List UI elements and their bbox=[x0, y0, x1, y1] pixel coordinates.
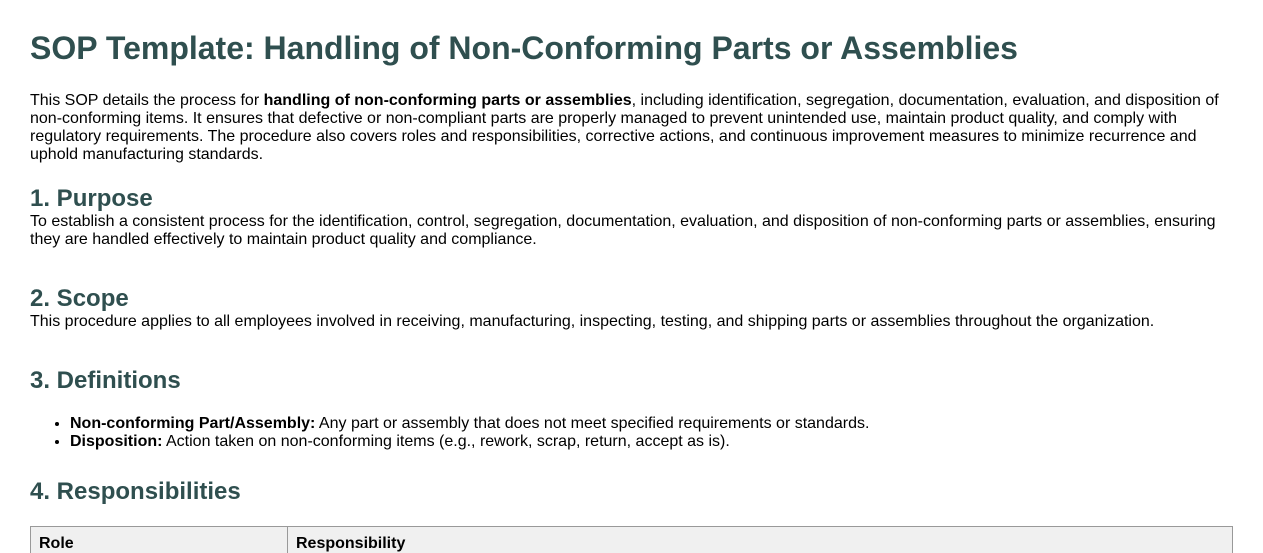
table-header-row bbox=[31, 527, 1233, 553]
responsibilities-heading: 4. Responsibilities bbox=[30, 478, 241, 505]
table-header-role: Role bbox=[31, 527, 288, 553]
intro-prefix: This SOP details the process for bbox=[30, 92, 264, 109]
definition-item bbox=[70, 433, 1233, 451]
definition-text: Action taken on non-conforming items (e.g., rework, scrap, return, accept as is). bbox=[162, 433, 730, 450]
definitions-list bbox=[30, 415, 1233, 451]
definition-term: Non-conforming Part/Assembly: bbox=[70, 415, 316, 432]
table-header-responsibility: Responsibility bbox=[288, 527, 1233, 553]
definitions-heading: 3. Definitions bbox=[30, 367, 181, 394]
intro-suffix: , including identification, segregation, documentation, evaluation, and disposition of non-conforming items. It ensures that defective or non-compliant parts are properly managed to prevent unintended use, maintain product quality, and comply with regulatory requirements. The procedure also covers roles and responsibilities, corrective actions, and continuous improvement measures to minimize recurrence and uphold manufacturing standards. bbox=[30, 92, 1219, 163]
responsibilities-table bbox=[30, 526, 1233, 553]
purpose-text: To establish a consistent process for the identification, control, segregation, documentation, evaluation, and disposition of non-conforming parts or assemblies, ensuring they are handled effectively to maintain product quality and compliance. bbox=[30, 213, 1216, 248]
definition-item bbox=[70, 415, 1233, 433]
definition-term: Disposition: bbox=[70, 433, 163, 450]
intro-bold-phrase: handling of non-conforming parts or assemblies bbox=[263, 92, 632, 109]
scope-text: This procedure applies to all employees involved in receiving, manufacturing, inspecting, testing, and shipping parts or assemblies throughout the organization. bbox=[30, 313, 1155, 330]
scope-heading: 2. Scope bbox=[30, 285, 129, 312]
purpose-heading: 1. Purpose bbox=[30, 185, 153, 212]
intro-paragraph bbox=[30, 92, 1233, 164]
page-title: SOP Template: Handling of Non-Conforming Parts or Assemblies bbox=[30, 30, 1018, 66]
definition-text: Any part or assembly that does not meet specified requirements or standards. bbox=[315, 415, 870, 432]
